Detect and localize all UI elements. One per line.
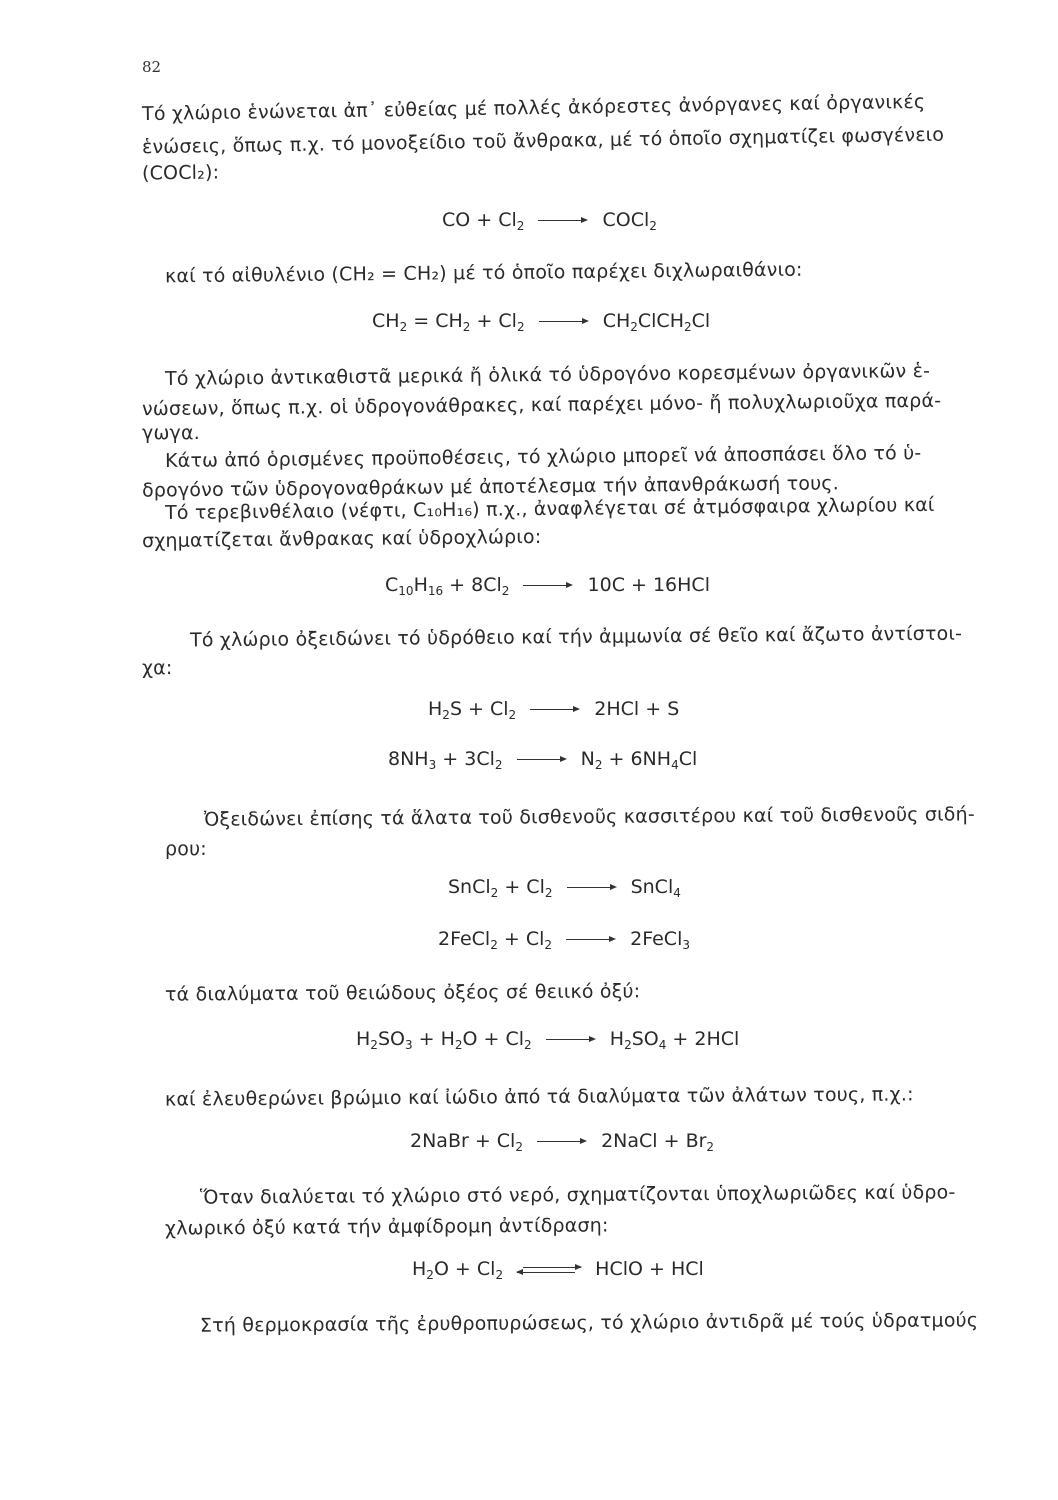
paragraph-line: καί τό αἰθυλένιο (CH₂ = CH₂) μέ τό ὁποῖο παρέχει διχλωραιθάνιο:	[164, 258, 803, 288]
paragraph-line: σχηματίζεται ἄνθρακας καί ὑδροχλώριο:	[141, 525, 542, 553]
reaction-arrow-icon	[523, 581, 573, 591]
paragraph-line: δρογόνο τῶν ὑδρογοναθράκων μέ ἀποτέλεσμα τήν ἀπανθράκωσή τους.	[141, 472, 840, 502]
chemical-equation: $8NH_3 + 3Cl_2$ $N_2 + 6NH_4Cl$	[388, 748, 698, 772]
paragraph-line: Τό χλώριο ὀξειδώνει τό ὑδρόθειο καί τήν ἀμμωνία σέ θεῖο καί ἄζωτο ἀντίστοι-	[189, 622, 963, 652]
paragraph-line: γωγα.	[142, 422, 200, 444]
paragraph-line: νώσεων, ὅπως π.χ. οἱ ὑδρογονάθρακες, καί παρέχει μόνο- ἤ πολυχλωριοῦχα παρά-	[141, 389, 942, 421]
equilibrium-arrow-icon	[517, 1264, 581, 1276]
chemical-equation: $H_2O + Cl_2$ HClO + HCl	[412, 1258, 704, 1282]
paragraph-line: Κάτω ἀπό ὁρισμένες προϋποθέσεις, τό χλώριο μπορεῖ νά ἀποσπάσει ὅλο τό ὑ-	[164, 442, 922, 472]
paragraph-line: ἑνώσεις, ὅπως π.χ. τό μονοξείδιο τοῦ ἄνθρακα, μέ τό ὁποῖο σχηματίζει φωσγένειο	[141, 123, 945, 159]
chemical-equation: $H_2S + Cl_2$ 2HCl + S	[428, 698, 680, 722]
paragraph-line: Στή θερμοκρασία τῆς ἐρυθροπυρώσεως, τό χλώριο ἀντιδρᾶ μέ τούς ὑδρατμούς	[199, 1309, 979, 1337]
reaction-arrow-icon	[517, 755, 567, 765]
reaction-arrow-icon	[537, 1137, 587, 1147]
chemical-equation: 2NaBr + $Cl_2$ 2NaCl + $Br_2$	[410, 1130, 715, 1154]
reaction-arrow-icon	[567, 883, 617, 893]
paragraph-line: Ὅταν διαλύεται τό χλώριο στό νερό, σχηματίζονται ὑποχλωριῶδες καί ὑδρο-	[199, 1181, 956, 1209]
paragraph-line: Τό χλώριο ἀντικαθιστᾶ μερικά ἤ ὁλικά τό ὑδρογόνο κορεσμένων ὀργανικῶν ἑ-	[164, 359, 931, 391]
chemical-equation: $H_2SO_3 + H_2O + Cl_2$ $H_2SO_4 + 2HCl$	[356, 1028, 740, 1052]
paragraph-line: Ὀξειδώνει ἐπίσης τά ἅλατα τοῦ δισθενοῦς κασσιτέρου καί τοῦ δισθενοῦς σιδή-	[203, 803, 975, 831]
paragraph-line: χα:	[142, 657, 173, 679]
paragraph-line: καί ἐλευθερώνει βρώμιο καί ἰώδιο ἀπό τά διαλύματα τῶν ἀλάτων τους, π.χ.:	[164, 1083, 914, 1111]
chemical-equation: $C_{10}H_{16} + 8Cl_2$ 10C + 16HCl	[385, 574, 710, 598]
chemical-equation: SnCl$_2$ + $Cl_2$ SnCl$_4$	[448, 876, 681, 900]
reaction-arrow-icon	[566, 935, 616, 945]
paragraph-line: Τό χλώριο ἑνώνεται ἀπ᾽ εὐθείας μέ πολλές ἀκόρεστες ἀνόργανες καί ὀργανικές	[141, 90, 926, 126]
paragraph-line: χλωρικό ὀξύ κατά τήν ἀμφίδρομη ἀντίδραση:	[164, 1214, 609, 1240]
chemical-equation: 2FeCl$_2$ + $Cl_2$ 2FeCl$_3$	[438, 928, 690, 952]
chemical-equation: $CH_2 = CH_2 + Cl_2$ $CH_2ClCH_2Cl$	[372, 310, 711, 334]
chemical-equation: CO + $Cl_2$ COCl$_2$	[442, 209, 657, 233]
reaction-arrow-icon	[546, 1035, 596, 1045]
reaction-arrow-icon	[530, 705, 580, 715]
reaction-arrow-icon	[538, 216, 588, 226]
reaction-arrow-icon	[539, 317, 589, 327]
paragraph-line: ρου:	[165, 838, 207, 860]
paragraph-line: (COCl₂):	[141, 161, 220, 185]
paragraph-line: τά διαλύματα τοῦ θειώδους ὀξέος σέ θειικό ὀξύ:	[164, 980, 641, 1006]
paragraph-line: Τό τερεβινθέλαιο (νέφτι, C₁₀H₁₆) π.χ., ἀναφλέγεται σέ ἀτμόσφαιρα χλωρίου καί	[164, 493, 935, 525]
page-number: 82	[142, 58, 162, 76]
